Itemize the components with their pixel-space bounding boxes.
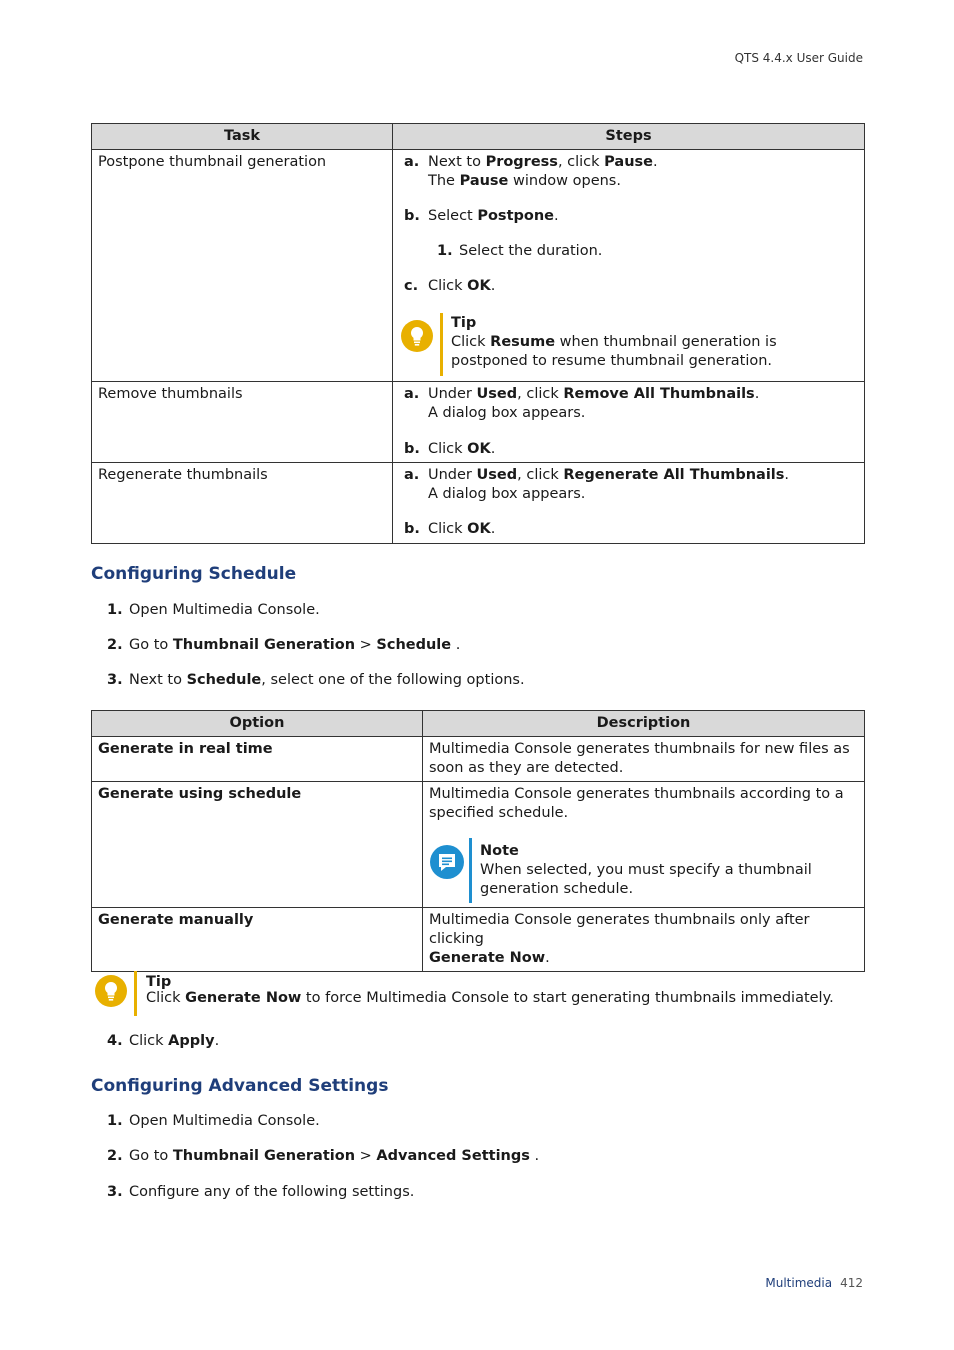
table-row [92,782,865,908]
options-table [91,710,865,972]
task-cell: Postpone thumbnail generation [98,154,327,170]
col-header-steps: Steps [393,124,865,150]
page-footer [765,1276,863,1290]
option-cell: Generate manually [98,912,254,928]
steps-cell: a. Under Used, click Regenerate All Thumbnails. A dialog box appears. b. Click OK. [404,467,790,537]
list-item: 2. Go to Thumbnail Generation > Advanced Settings . [107,1148,540,1164]
col-header-option: Option [92,711,423,737]
table-row [92,382,865,463]
description-cell: Multimedia Console generates thumbnails according to a specified schedule. Note When selected, you must specify a thumbnail generation schedule. [423,782,864,907]
list-item: 2. Go to Thumbnail Generation > Schedule . [107,637,461,653]
task-cell: Remove thumbnails [98,386,243,402]
table-row [92,737,865,782]
option-cell: Generate in real time [98,741,273,757]
task-cell: Regenerate thumbnails [98,467,268,483]
option-cell: Generate using schedule [98,786,302,802]
description-cell: Multimedia Console generates thumbnails only after clicking Generate Now. [429,912,810,966]
steps-cell: a. Under Used, click Remove All Thumbnails. A dialog box appears. b. Click OK. [404,386,760,457]
steps-cell: a. Next to Progress, click Pause. The Pause window opens. b. Select Postpone. 1. Select the duration. c. Click OK. Tip Click Resume when thumbnail generation is postponed to resume thumbnail generation. [393,150,864,381]
list-item: 1. Open Multimedia Console. [107,1113,320,1129]
page-number: 412 [840,1276,863,1290]
list-item: 1. Open Multimedia Console. [107,602,320,618]
tip-box: Tip Click Resume when thumbnail generation is postponed to resume thumbnail generation. [451,315,777,369]
note-icon [430,845,464,879]
list-item: 3. Configure any of the following settings. [107,1184,415,1200]
running-header: QTS 4.4.x User Guide [734,51,863,65]
col-header-description: Description [423,711,865,737]
list-item: 3. Next to Schedule, select one of the following options. [107,672,525,688]
tip-box: Tip Click Generate Now to force Multimedia Console to start generating thumbnails immediately. [146,974,834,1006]
lightbulb-icon [401,320,433,352]
table-row [92,463,865,544]
description-cell: Multimedia Console generates thumbnails for new files as soon as they are detected. [429,741,850,776]
col-header-task: Task [92,124,393,150]
footer-section: Multimedia [765,1276,833,1290]
task-steps-table [91,123,865,544]
section-title-schedule: Configuring Schedule [91,564,297,584]
table-row [92,150,865,382]
table-row [92,908,865,972]
list-item: 4. Click Apply. [107,1033,220,1049]
lightbulb-icon [95,975,127,1007]
section-title-advanced: Configuring Advanced Settings [91,1076,389,1096]
note-box: Note When selected, you must specify a thumbnail generation schedule. [480,843,812,897]
